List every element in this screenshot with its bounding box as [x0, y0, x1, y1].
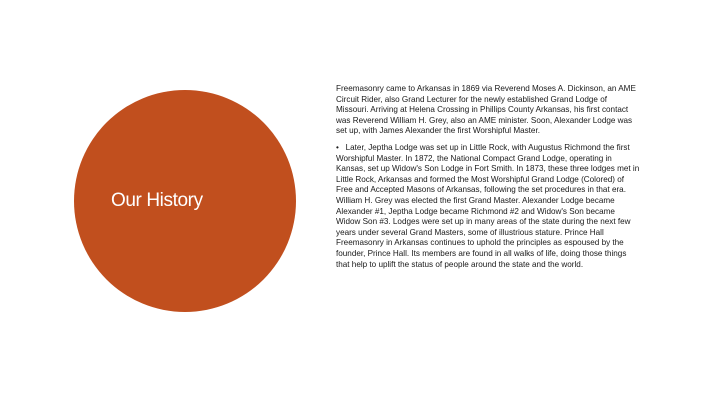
slide-title: Our History: [111, 190, 203, 211]
bullet-marker: •: [336, 142, 339, 152]
history-paragraph-2-text: Later, Jeptha Lodge was set up in Little Rock, with Augustus Richmond the first Worshipful Master. In 1872, the National Compact Grand Lodge, operating in Kansas, set up Widow's Son Lodge in Fort Smith. In 1873, these three lodges met in Little Rock, Arkansas and formed the Most Worshipful Grand Lodge (Colored) of Free and Accepted Masons of Arkansas, following the set procedures in that era. William H. Grey was elected the first Grand Master. Alexander Lodge became Alexander #1, Jeptha Lodge became Richmond #2 and Widow's Son became Widow Son #3. Lodges were set up in many areas of the state during the next few years under several Grand Masters, some of illustrious stature. Prince Hall Freemasonry in Arkansas continues to uphold the principles as espoused by the founder, Prince Hall. Its members are found in all walks of life, doing those things that help to uplift the status of people around the state and the world.: [336, 142, 640, 269]
body-text: [336, 84, 641, 270]
history-paragraph-2: [336, 143, 641, 270]
history-paragraph-1: Freemasonry came to Arkansas in 1869 via Reverend Moses A. Dickinson, an AME Circuit Rider, also Grand Lecturer for the newly established Grand Lodge of Missouri. Arriving at Helena Crossing in Phillips County Arkansas, his first contact was Reverend William H. Grey, also an AME minister. Soon, Alexander Lodge was set up, with James Alexander the first Worshipful Master.: [336, 84, 636, 136]
